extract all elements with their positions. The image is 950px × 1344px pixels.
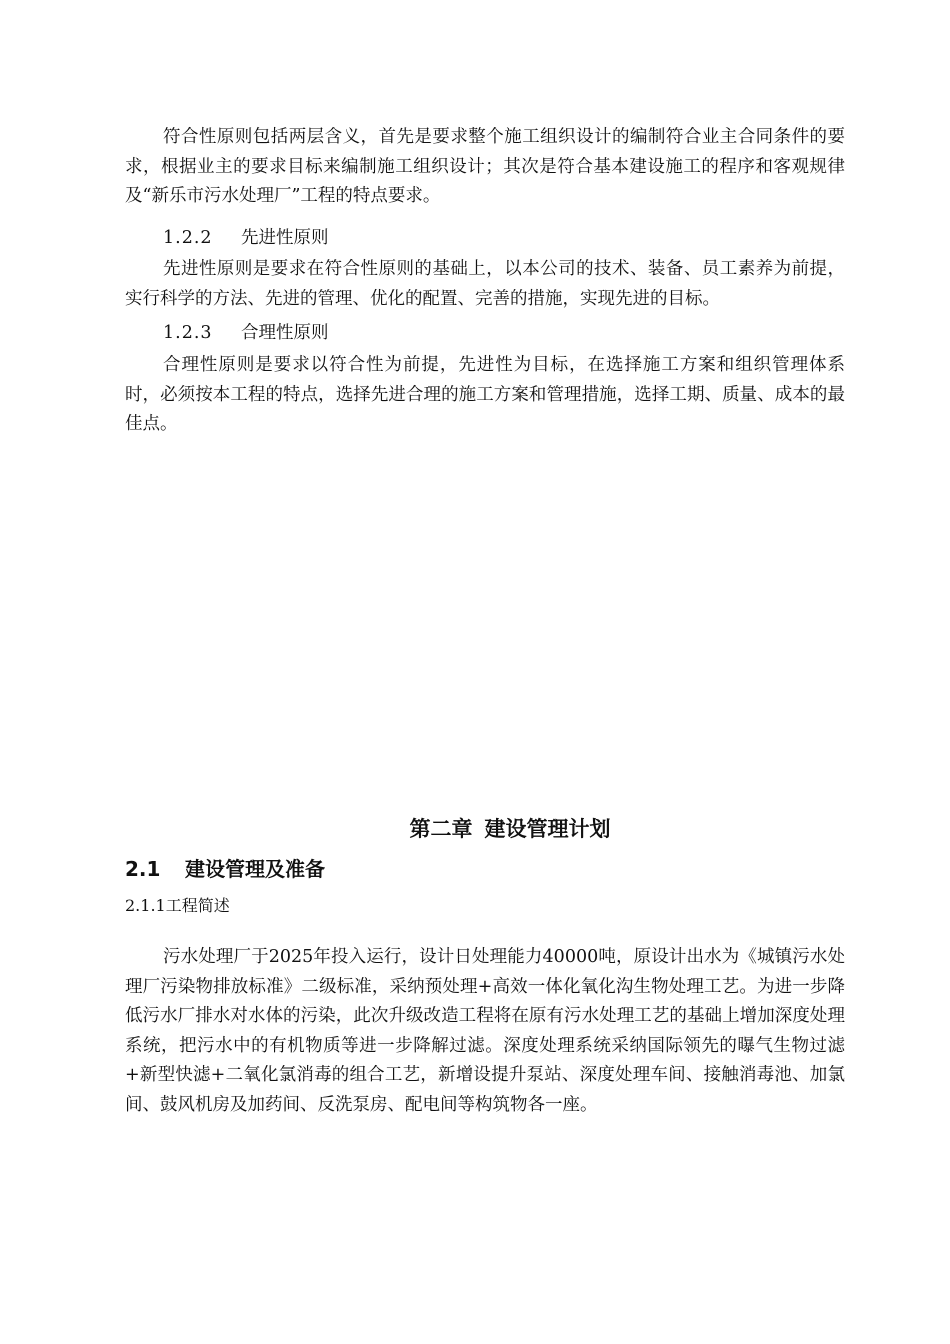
subheading-1-2-2 (163, 224, 329, 254)
subsection-heading-2-1-1: 2.1.1工程简述 (125, 896, 230, 915)
body-paragraph: 污水处理厂于2025年投入运行，设计日处理能力40000吨，原设计出水为《城镇污水处理厂污染物排放标准》二级标准，采纳预处理+高效一体化氧化沟生物处理工艺。为进一步降低污水厂排水对水体的污染，此次升级改造工程将在原有污水处理工艺的基础上增加深度处理系统，把污水中的有机物质等进一步降解过滤。深度处理系统采纳国际领先的曝气生物过滤+新型快滤+二氧化氯消毒的组合工艺，新增设提升泵站、深度处理车间、接触消毒池、加氯间、鼓风机房及加药间、反洗泵房、配电间等构筑物各一座。 (125, 947, 845, 1115)
subheading-number: 1.2.3 (163, 323, 213, 343)
body-paragraph: 合理性原则是要求以符合性为前提，先进性为目标，在选择施工方案和组织管理体系时，必须按本工程的特点，选择先进合理的施工方案和管理措施，选择工期、质量、成本的最佳点。 (125, 355, 845, 434)
section-title-2-1 (125, 854, 325, 884)
chapter-name: 建设管理计划 (484, 817, 611, 841)
subheading-title: 合理性原则 (241, 323, 329, 343)
body-paragraph: 符合性原则包括两层含义，首先是要求整个施工组织设计的编制符合业主合同条件的要求，根据业主的要求目标来编制施工组织设计；其次是符合基本建设施工的程序和客观规律及“新乐市污水处理厂”工程的特点要求。 (125, 127, 845, 206)
chapter-number: 第二章 (409, 817, 473, 841)
principle-advanced-block (125, 255, 845, 314)
project-overview-block (125, 943, 845, 1120)
chapter-title (0, 814, 950, 844)
section-name: 建设管理及准备 (185, 857, 325, 881)
subheading-title: 先进性原则 (241, 228, 329, 248)
subheading-1-2-3 (163, 319, 329, 349)
principle-rationality-block (125, 351, 845, 440)
body-paragraph: 先进性原则是要求在符合性原则的基础上，以本公司的技术、装备、员工素养为前提，实行科学的方法、先进的管理、优化的配置、完善的措施，实现先进的目标。 (125, 259, 845, 309)
subheading-number: 1.2.2 (163, 228, 213, 248)
section-number: 2.1 (125, 857, 161, 881)
principle-conformity-block (125, 123, 845, 212)
